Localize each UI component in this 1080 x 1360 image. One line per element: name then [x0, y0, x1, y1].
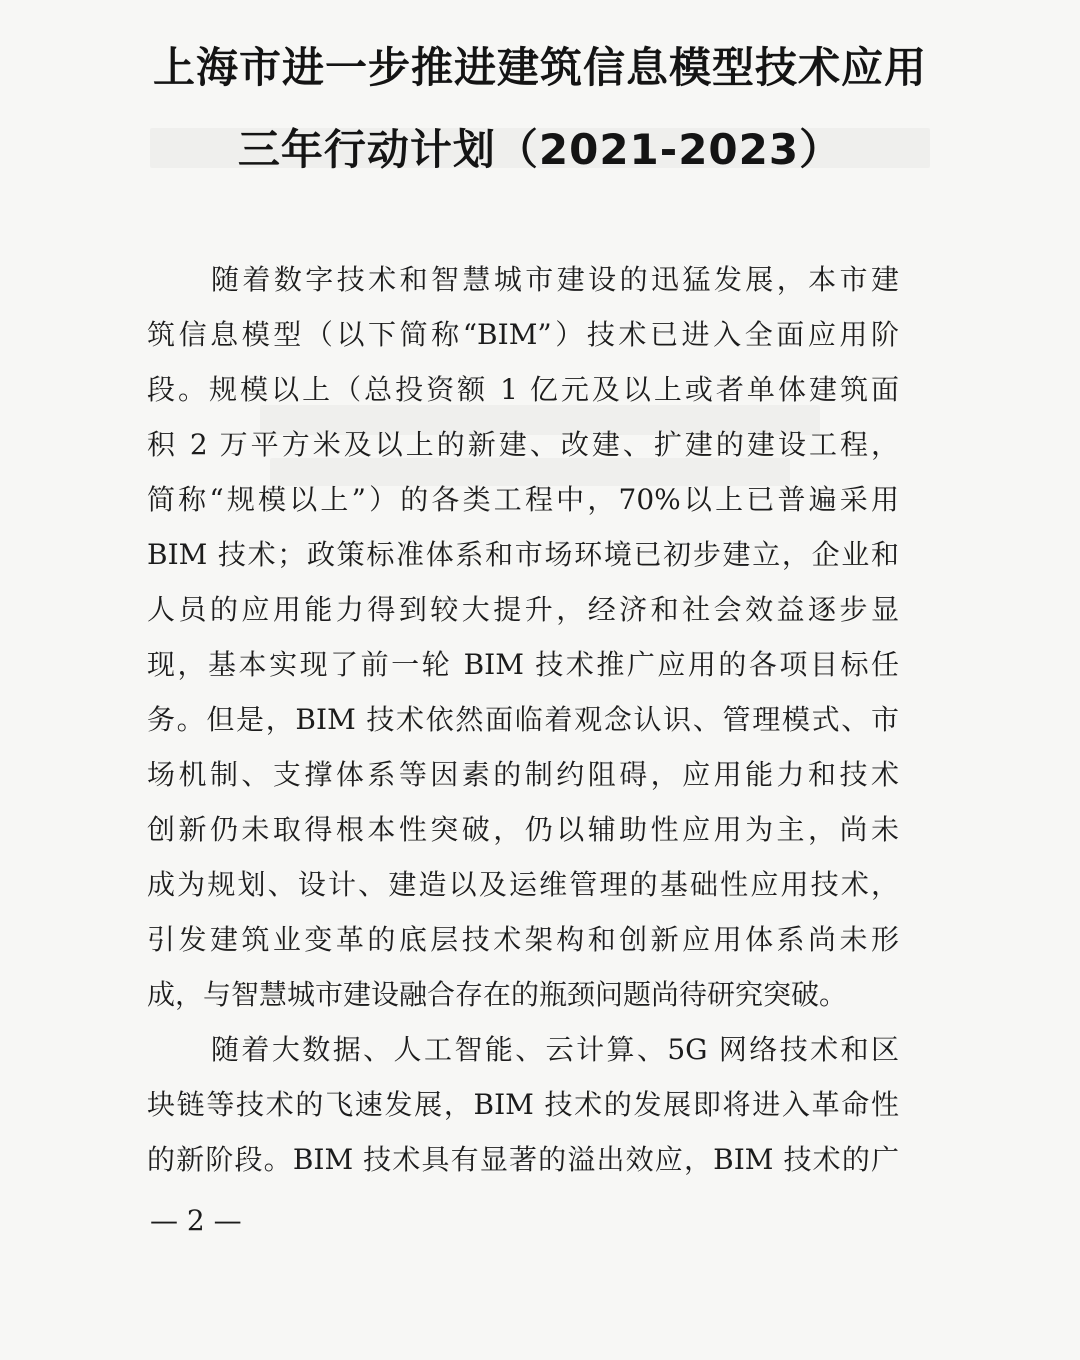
paragraph-1-line: 引发建筑业变革的底层技术架构和创新应用体系尚未形 [147, 923, 899, 956]
paragraph-1-line: 创新仍未取得根本性突破，仍以辅助性应用为主，尚未 [147, 813, 899, 846]
paragraph-1-line: 简称“规模以上”）的各类工程中，70%以上已普遍采用 [147, 483, 899, 516]
paragraph-2-line: 的新阶段。BIM 技术具有显著的溢出效应，BIM 技术的广 [147, 1143, 899, 1176]
paragraph-1-line: 随着数字技术和智慧城市建设的迅猛发展，本市建 [211, 263, 899, 296]
paragraph-1-line: 人员的应用能力得到较大提升，经济和社会效益逐步显 [147, 593, 899, 626]
paragraph-1-line: 成，与智慧城市建设融合存在的瓶颈问题尚待研究突破。 [147, 978, 848, 1011]
paragraph-1-line: 段。规模以上（总投资额 1 亿元及以上或者单体建筑面 [147, 373, 899, 406]
paragraph-1-line: 积 2 万平方米及以上的新建、改建、扩建的建设工程， [147, 428, 899, 461]
document-title-line-1: 上海市进一步推进建筑信息模型技术应用 [152, 43, 927, 92]
paragraph-1-line: BIM 技术；政策标准体系和市场环境已初步建立，企业和 [147, 538, 899, 571]
paragraph-1-line: 场机制、支撑体系等因素的制约阻碍，应用能力和技术 [147, 758, 899, 791]
page-number: — 2 — [150, 1204, 242, 1237]
paragraph-1-line: 成为规划、设计、建造以及运维管理的基础性应用技术， [147, 868, 899, 901]
paragraph-1-line: 务。但是，BIM 技术依然面临着观念认识、管理模式、市 [147, 703, 899, 736]
paragraph-2-line: 块链等技术的飞速发展，BIM 技术的发展即将进入革命性 [147, 1088, 899, 1121]
paragraph-1-line: 现，基本实现了前一轮 BIM 技术推广应用的各项目标任 [147, 648, 899, 681]
document-title-line-2: 三年行动计划（2021-2023） [237, 125, 843, 174]
paragraph-1-line: 筑信息模型（以下简称“BIM”）技术已进入全面应用阶 [147, 318, 899, 351]
paragraph-2-line: 随着大数据、人工智能、云计算、5G 网络技术和区 [211, 1033, 899, 1066]
